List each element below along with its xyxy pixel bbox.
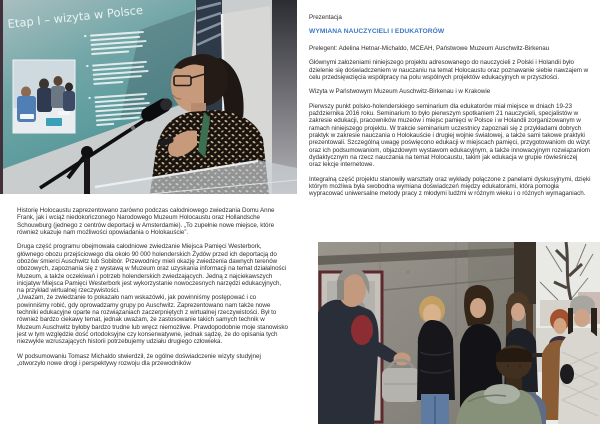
right-text-column — [309, 14, 591, 204]
group-photo-art — [318, 242, 600, 424]
photo-left-edge — [0, 0, 3, 194]
paragraph-workshops: Integralną część projektu stanowiły warsztaty oraz wykłady połączone z panelami dyskusyjnymi, dzięki którym możliwa była swobodna wymiana doświadczeń między edukatorami, która pomogła wypracować uniwersalne metody pracy z młodymi ludźmi w różnym wieku i o różnych wymaganiach. — [309, 175, 591, 198]
kicker: Prezentacja — [309, 14, 342, 21]
paragraph-westerbork: Druga część programu obejmowała całodniowe zwiedzanie Miejsca Pamięci Westerbork, głównego obozu przejściowego dla około 90 000 holenderskich Żydów przed ich deportacją do obozów śmierci Auschwitz lub Sobibór. Przewodnicy mieli okazję zwiedzenia dawnych terenów obozowych, zapoznania się z wystawą w Muzeum oraz uzyskania informacji na temat działalności Muzeum, a także oczekiwań i potrzeb holenderskich zwiedzających. Jedną z najciekawszych inicjatyw Miejsca Pamięci Westerbork jest wykorzystanie nowoczesnych narzędzi edukacyjnych, na przykład wirtualnej rzeczywistości. — [17, 243, 287, 295]
paragraph-intro: Głównymi założeniami niniejszego projektu adresowanego do nauczycieli z Polski i Holandii było dzielenie się doświadczeniem w nauczaniu na temat Holocaustu oraz poznawanie siebie nawzajem w celu przedsięwzięcia współpracy na polu wspólnych projektów edukacyjnych w przyszłości. — [309, 59, 589, 82]
left-text-column — [17, 207, 288, 374]
paragraph-summary: W podsumowaniu Tomasz Michaldo stwierdził, że ogólne doświadczenie wizyty studyjnej „otworzyło nowe drogi i perspektywy rozwoju dla przewodników — [17, 352, 261, 367]
presentation-photo — [0, 0, 297, 194]
slide-title: Etap I – wizyta w Polsce — [6, 2, 144, 31]
slide-inset-photo — [13, 60, 75, 133]
paragraph-anne-frank: Historię Holocaustu zaprezentowano zarówno podczas całodniowego zwiedzania Domu Anne Frank, jak i wciąż niedokończonego Narodowego Muzeum Holocaustu oraz Hollandsche Schouwburg (jednego z centrów deportacji w Amsterdamie). „To zupełnie nowe miejsce, które również ukazuje nam możliwości opowiadania o Holokauście”. — [17, 207, 275, 236]
paragraph-quote: „Uważam, że zwiedzanie to pokazało nam wskazówki, jak powinniśmy postępować i co powinniśmy robić, gdy oprowadzamy grupy po Auschwitz. Zaprezentowano nam także nowe techniki edukacyjne oparte na rozwiązaniach zaczerpniętych z wirtualnej rzeczywistości. Był to również bardzo ciekawy temat, jednak uważam, że zastosowanie takich samych technik w Muzeum Auschwitz byłoby bardzo trudne lub wręcz niemożliwe. Prawdopodobnie moje stanowisko jest w tym względzie dość ortodoksyjne czy konserwatywne, jednak sądzę, że do opisania tych niezwykle wzruszających historii potrzebujemy udziału drugiego człowieka. — [17, 294, 288, 346]
paragraph-seminar: Pierwszy punkt polsko-holenderskiego seminarium dla edukatorów miał miejsce w dniach 19-23 października 2016 roku. Seminarium to było pierwszym spotkaniem 21 nauczycieli, specjalistów w zakresie edukacji, pracowników muzeów i miejsc pamięci w Polsce i w Holandii zorganizowanym w ramach niniejszego projektu. W trakcie seminarium uczestnicy zapoznali się z przykładami dobrych praktyk w zakresie nauczania o Holokauście i drugiej wojnie światowej, a także sami takowe praktyki prezentowali. Szczególną uwagę poświęcono edukacji w miejscach pamięci, przygotowaniom do wizyt oraz ich podsumowaniom, objazdowym wystawom edukacyjnym, a także innowacyjnym rozwiązaniom dydaktycznym na rzecz nauczania na temat Holocaustu, takim jak edukacja w grupie rówieśniczej oraz lekcje internetowe. — [309, 102, 590, 169]
speaker-line: Prelegent: Adelina Hetnar-Michaldo, MCEAH, Państwowe Muzeum Auschwitz-Birkenau — [309, 45, 550, 53]
presentation-photo-art — [0, 0, 297, 194]
section-heading: WYMIANA NAUCZYCIELI I EDUKATORÓW — [309, 28, 445, 36]
subheading: Wizyta w Państwowym Muzeum Auschwitz-Birkenau i w Krakowie — [309, 88, 491, 96]
group-photo — [318, 242, 600, 424]
red-scarf — [351, 315, 373, 345]
black-bag — [560, 364, 574, 384]
